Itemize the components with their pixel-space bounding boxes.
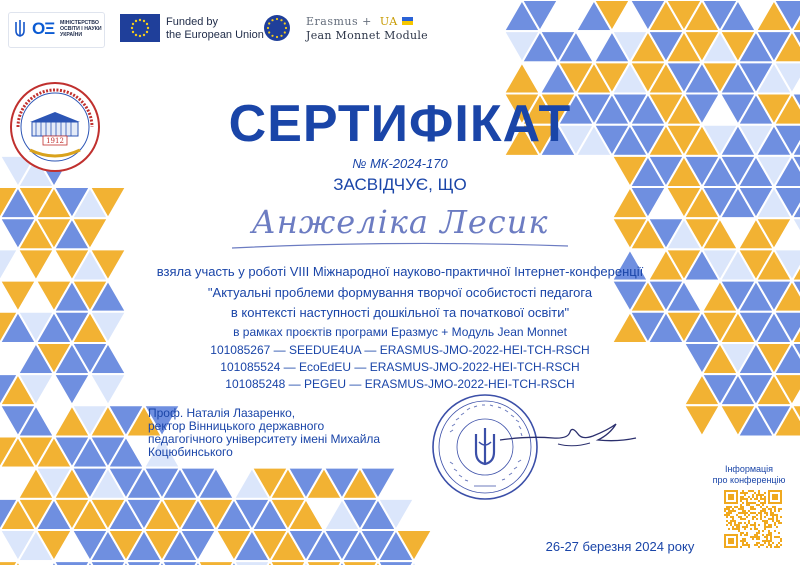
certificate-title: СЕРТИФІКАТ: [228, 95, 572, 153]
pattern-tile: [342, 561, 378, 565]
certifies-heading: ЗАСВІДЧУЄ, ЩО: [333, 175, 467, 194]
eu-flag-icon: [120, 14, 160, 42]
erasmus-ua-text: UA: [379, 15, 398, 28]
qr-label-line-2: про конференцію: [712, 475, 786, 485]
pattern-tile: [270, 561, 306, 565]
eu-line-1: Funded by: [166, 16, 218, 28]
pattern-tile: [90, 561, 126, 565]
pattern-tile: [18, 561, 54, 565]
conference-title-line-2: в контексті наступності дошкільної та початкової освіти": [230, 305, 570, 320]
event-date: 26-27 березня 2024 року: [545, 539, 695, 554]
pattern-tile: [162, 561, 198, 565]
jean-monnet-label: Jean Monnet Module: [306, 29, 428, 42]
handwritten-signature: [498, 418, 638, 458]
emblem-year: 1912: [46, 137, 64, 145]
certificate-number: № МК-2024-170: [352, 156, 448, 171]
conference-qr-code[interactable]: [724, 490, 782, 548]
project-code-1: 101085267 — SEEDUE4UA — ERASMUS-JMO-2022-HEI-TCH-RSCH: [210, 343, 590, 357]
eu-stars-icon: [262, 14, 292, 42]
erasmus-text: Erasmus +: [306, 15, 372, 28]
pattern-tile: [378, 561, 414, 565]
signer-block: [148, 407, 418, 459]
participation-line: взяла участь у роботі VIII Міжнародної науково-практичної Інтернет-конференції: [156, 264, 644, 279]
pattern-tile: [234, 561, 270, 565]
recipient-name: Анжеліка Лесик: [251, 203, 549, 241]
name-underline-swash: [230, 238, 570, 252]
conference-title-line-1: "Актуальні проблеми формування творчої особистості педагога: [207, 285, 593, 300]
erasmus-label: [306, 15, 413, 28]
signer-title-3: Коцюбинського: [148, 445, 233, 459]
pattern-tile: [198, 561, 234, 565]
pattern-tile: [54, 561, 90, 565]
signer-title-1: ректор Вінницького державного: [148, 419, 325, 433]
trident-icon: [14, 19, 26, 39]
qr-info-label: [704, 464, 794, 486]
program-line: в рамках проєктів програми Еразмус + Модуль Jean Monnet: [233, 325, 567, 339]
project-code-3: 101085248 — PEGEU — ERASMUS-JMO-2022-HEI-TCH-RSCH: [225, 377, 575, 391]
ukraine-flag-icon: [402, 17, 413, 25]
pattern-tile: [306, 561, 342, 565]
signer-title-2: педагогічного університету імені Михайла: [148, 432, 381, 446]
project-code-2: 101085524 — EcoEdEU — ERASMUS-JMO-2022-HEI-TCH-RSCH: [220, 360, 580, 374]
ministry-logo: ОΞ МІНІСТЕРСТВО ОСВІТИ І НАУКИ УКРАЇНИ: [8, 12, 103, 46]
eu-funding-label: [166, 16, 264, 42]
qr-label-line-1: Інформація: [724, 464, 774, 474]
pattern-tile: [126, 561, 162, 565]
eu-line-2: the European Union: [166, 29, 264, 41]
signer-name: Проф. Наталія Лазаренко,: [148, 406, 296, 420]
ministry-label: МІНІСТЕРСТВО ОСВІТИ І НАУКИ УКРАЇНИ: [60, 20, 102, 38]
